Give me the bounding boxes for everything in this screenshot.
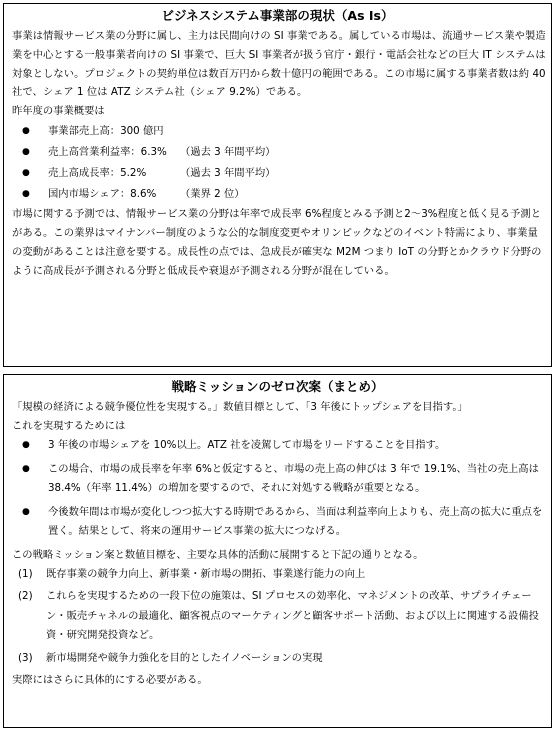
item-number: (2) <box>18 590 33 602</box>
bullet-icon: ● <box>22 440 30 450</box>
mission-bullet: ● 今後数年間は市場が変化しつつ拡大する時期であるから、当面は利益率向上よりも、売上高の拡大に重点を置く。結果として、将来の運用サービス事業の拡大につなげる。 <box>4 503 551 542</box>
outlook-paragraph: 市場に関する予測では、情報サービス業の分野は年率で成長率 6%程度とみる予測と2～3%程度と低く見る予測とがある。この業界はマイナンバー制度のような公的な制度変更やオリンピックなどのイベント特需により、事業量の変動があることは注意を要する。成長性の点では、急成長が確実な M2M つまり IoT の分野とかクラウド分野のように高成長が予測される分野と低成長や衰退が予測される分野が混在している。 <box>12 208 542 277</box>
fact-item: ● 事業部売上高：300 億円 <box>4 121 551 142</box>
activity-item: (2) これらを実現するための一段下位の施策は、SI プロセスの効率化、マネジメントの改革、サプライチェーン・販売チャネルの最適化、顧客視点のマーケティングと顧客サポート活動、および以上に関連する設備投資・研究開発投資など。 <box>4 587 551 646</box>
item-number: (1) <box>18 567 33 580</box>
summary-lead: 昨年度の事業概要は <box>12 105 105 118</box>
mission-statement: 「規模の経済による競争優位性を実現する。」数値目標として、「3 年後にトップシェアを目指す。」 <box>12 401 468 413</box>
bullet-icon: ● <box>22 168 30 179</box>
activity-list <box>4 565 551 669</box>
activity-item: (1) 既存事業の競争力向上、新事業・新市場の開拓、事業遂行能力の向上 <box>4 565 551 585</box>
strategy-mission-panel <box>3 374 552 728</box>
panel-title: ビジネスシステム事業部の現状（As Is） <box>161 8 394 23</box>
fact-item: ● 売上高営業利益率：6.3% （過去 3 年間平均） <box>4 142 551 163</box>
panel-title: 戦略ミッションのゼロ次案（まとめ） <box>171 379 384 394</box>
item-number: (3) <box>18 651 33 664</box>
mission-bullets <box>4 436 551 542</box>
fact-item: ● 売上高成長率：5.2% （過去 3 年間平均） <box>4 163 551 184</box>
bullet-icon: ● <box>22 126 30 137</box>
bullet-icon: ● <box>22 506 30 517</box>
bullet-icon: ● <box>22 463 30 474</box>
fact-list <box>4 121 551 205</box>
mission-bullet: ● 3 年後の市場シェアを 10%以上。ATZ 社を凌駕して市場をリードすることを目指す。 <box>4 436 551 456</box>
expansion-lead: この戦略ミッション案と数値目標を、主要な具体的活動に展開すると下記の通りとなる。 <box>12 548 424 561</box>
mission-bullet: ● この場合、市場の成長率を年率 6%と仮定すると、市場の売上高の伸びは 3 年で 19.1%、当社の売上高は 38.4%（年率 11.4%）の増加を要するので、それに対処する戦略が重要となる。 <box>4 460 551 499</box>
fact-item: ● 国内市場シェア：8.6% （業界 2 位） <box>4 184 551 205</box>
current-state-panel <box>3 3 552 367</box>
bullet-icon: ● <box>22 147 30 158</box>
closing-note: 実際にはさらに具体的にする必要がある。 <box>12 674 208 686</box>
mission-lead: これを実現するためには <box>12 420 126 432</box>
bullet-icon: ● <box>22 189 30 200</box>
intro-paragraph: 事業は情報サービス業の分野に属し、主力は民間向けの SI 事業である。属している市場は、流通サービス業や製造業を中心とする一般事業者向けの SI 事業で、巨大 SI 事業者が扱う官庁・銀行・電話会社などの巨大 IT システムは対象としない。プロジェクトの契約単位は数百万円から数十億円の範囲である。この市場に属する事業者数は約 40 社で、シェア 1 位は ATZ システム社（シェア 9.2%）である。 <box>12 30 546 99</box>
activity-item: (3) 新市場開発や競争力強化を目的としたイノベーションの実現 <box>4 649 551 669</box>
